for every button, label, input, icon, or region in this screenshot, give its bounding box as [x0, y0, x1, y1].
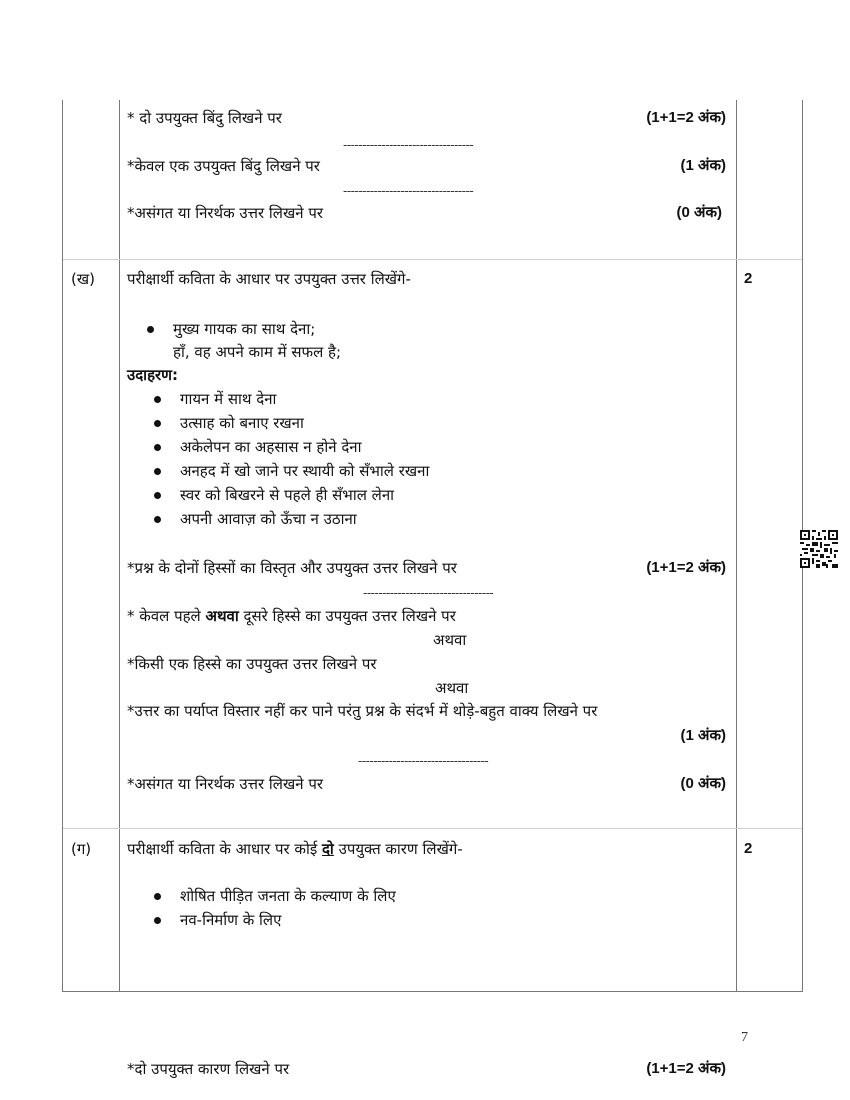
main-point-text: मुख्य गायक का साथ देना;: [173, 320, 316, 338]
marks-value: (1 अंक): [680, 727, 726, 744]
example-text: स्वर को बिखरने से पहले ही सँभाल लेना: [180, 486, 395, 504]
point-text: नव-निर्माण के लिए: [180, 911, 282, 929]
criterion-marks: [681, 156, 726, 176]
bullet-icon: [154, 492, 161, 499]
separator-dashes: ----------------------------------: [358, 754, 489, 768]
example-item: [180, 509, 357, 529]
criterion-marks: [646, 108, 726, 128]
example-item: [180, 389, 276, 409]
example-item: [180, 485, 394, 505]
intro-emphasis: दो: [321, 840, 334, 858]
example-text: अकेलेपन का अहसास न होने देना: [180, 438, 362, 456]
bullet-icon: [147, 326, 154, 333]
criterion-emphasis: अथवा: [205, 607, 239, 625]
example-heading: उदाहरण:: [127, 366, 179, 384]
question-label: (ग): [71, 840, 92, 858]
row-divider: [63, 259, 802, 260]
or-connector: अथवा: [435, 679, 469, 697]
criterion-marks: [646, 558, 726, 578]
main-point: [173, 319, 315, 339]
criterion-text: [127, 606, 456, 626]
marking-scheme-table: [62, 100, 803, 1078]
marks-value: (0 अंक): [680, 775, 726, 792]
separator-dashes: ----------------------------------: [343, 184, 474, 198]
marks-value: (1+1=2 अंक): [646, 559, 726, 576]
question-marks: 2: [744, 840, 753, 857]
example-item: [180, 461, 429, 481]
separator-dashes: ----------------------------------: [343, 138, 474, 152]
example-text: गायन में साथ देना: [180, 390, 277, 408]
page-number: 7: [741, 1030, 748, 1045]
marks-value: (1 अंक): [680, 157, 726, 174]
criterion-part: * केवल पहले: [127, 607, 206, 625]
question-marks: 2: [744, 270, 753, 287]
criterion-text: *केवल एक उपयुक्त बिंदु लिखने पर: [127, 157, 320, 175]
bullet-icon: [154, 468, 161, 475]
example-item: [180, 437, 362, 457]
bullet-icon: [154, 396, 161, 403]
example-item: [180, 413, 304, 433]
criterion-text: * दो उपयुक्त बिंदु लिखने पर: [127, 109, 282, 127]
criterion-marks: [681, 726, 726, 746]
intro-part: परीक्षार्थी कविता के आधार पर कोई: [127, 840, 322, 858]
bullet-icon: [154, 516, 161, 523]
bullet-icon: [154, 420, 161, 427]
criterion-marks: [677, 203, 722, 223]
or-connector: अथवा: [433, 631, 467, 649]
criterion-text: *उत्तर का पर्याप्त विस्तार नहीं कर पाने परंतु प्रश्न के संदर्भ में थोड़े-बहुत वाक्य लिखने पर: [127, 702, 598, 720]
row-divider: [63, 828, 802, 829]
bullet-icon: [154, 917, 161, 924]
marks-value: (1+1=2 अंक): [646, 1060, 726, 1077]
qr-code-icon: [800, 530, 838, 568]
criterion-text: *दो उपयुक्त कारण लिखने पर: [127, 1060, 290, 1078]
criterion-text: *असंगत या निरर्थक उत्तर लिखने पर: [127, 204, 323, 222]
column-divider: [119, 100, 120, 991]
question-label: (ख): [71, 270, 95, 288]
criterion-text: *असंगत या निरर्थक उत्तर लिखने पर: [127, 775, 323, 793]
example-text: उत्साह को बनाए रखना: [180, 414, 304, 432]
answer-intro: [127, 839, 463, 859]
marks-value: (1+1=2 अंक): [646, 109, 726, 126]
intro-part: उपयुक्त कारण लिखेंगे-: [333, 840, 463, 858]
point-item: [180, 910, 281, 930]
criterion-part: दूसरे हिस्से का उपयुक्त उत्तर लिखने पर: [238, 607, 456, 625]
criterion-text: *किसी एक हिस्से का उपयुक्त उत्तर लिखने पर: [127, 655, 377, 673]
bullet-icon: [154, 444, 161, 451]
criterion-marks: [646, 1059, 726, 1079]
separator-dashes: ----------------------------------: [363, 586, 494, 600]
criterion-marks: [681, 774, 726, 794]
point-text: शोषित पीड़ित जनता के कल्याण के लिए: [180, 887, 396, 905]
main-point-text: हाँ, वह अपने काम में सफल है;: [173, 343, 342, 361]
answer-intro: परीक्षार्थी कविता के आधार पर उपयुक्त उत्तर लिखेंगे-: [127, 270, 411, 288]
column-divider: [736, 100, 737, 991]
bullet-icon: [154, 893, 161, 900]
example-text: अपनी आवाज़ को ऊँचा न उठाना: [180, 510, 357, 528]
point-item: [180, 886, 396, 906]
criterion-text: *प्रश्न के दोनों हिस्सों का विस्तृत और उपयुक्त उत्तर लिखने पर: [127, 559, 457, 577]
marks-value: (0 अंक): [676, 204, 722, 221]
example-text: अनहद में खो जाने पर स्थायी को सँभाले रखना: [180, 462, 430, 480]
